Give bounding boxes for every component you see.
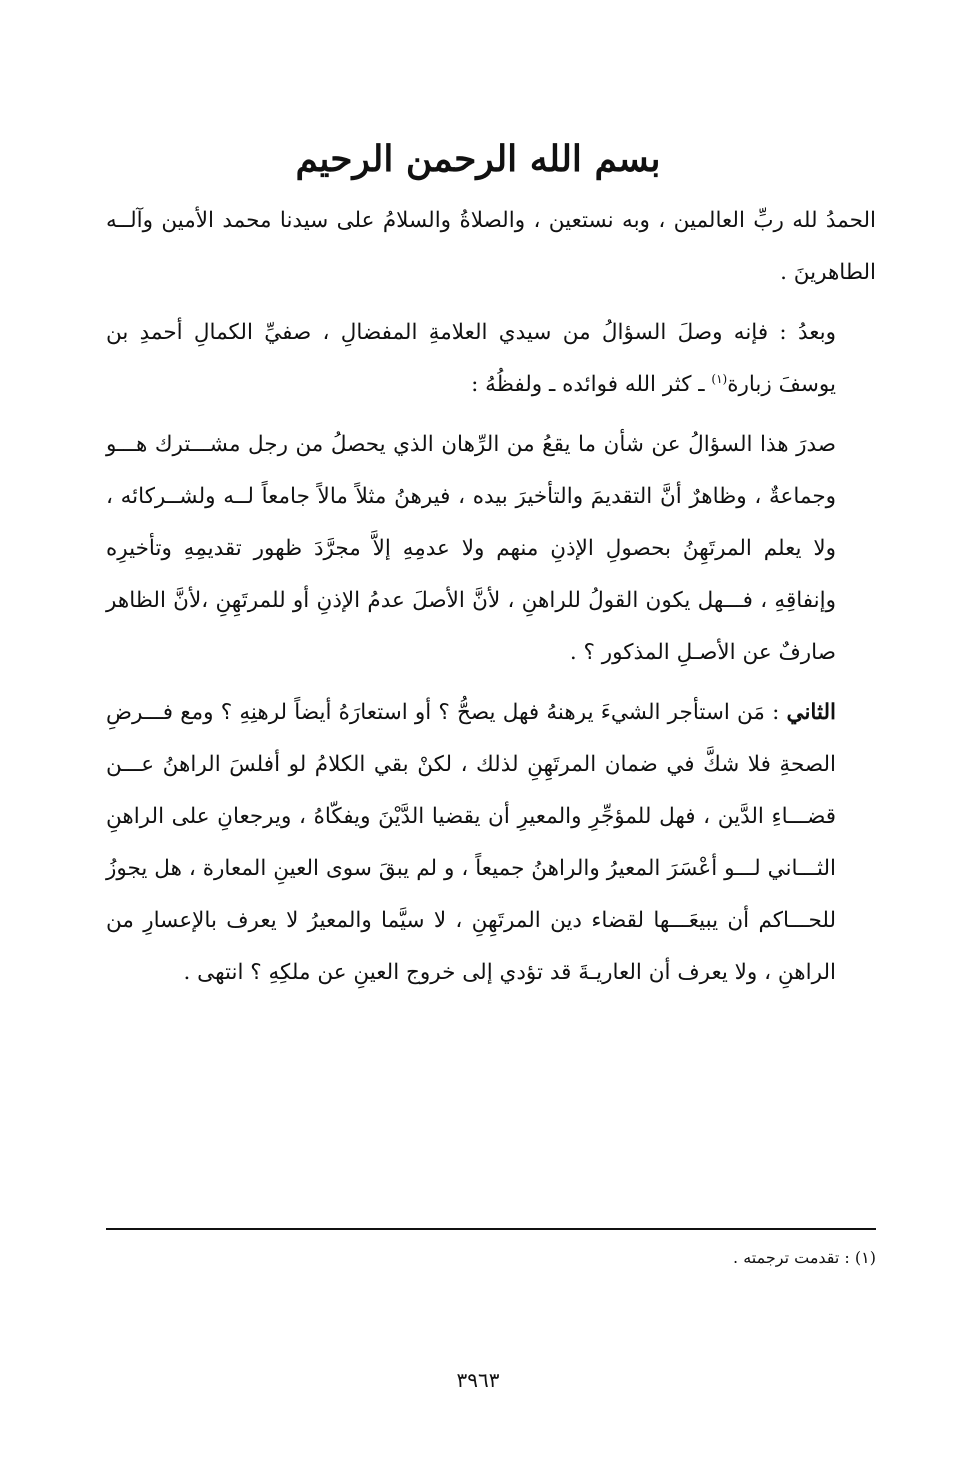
body-text xyxy=(106,195,876,999)
introduction-paragraph xyxy=(106,307,876,411)
first-question-paragraph: صدرَ هذا السؤالُ عن شأن ما يقعُ من الرِّهان الذي يحصلُ من رجل مشـــترك هـــو وجماعةٌ ، وظاهرٌ أنَّ التقديمَ والتأخيرَ بيده ، فيرهنُ مثلاً مالاً جامعاً لــه ولشــركائه ، ولا يعلم المرتَهِنُ بحصولِ الإذنِ منهم ولا عدمِهِ إلاَّ مجرَّدَ ظهور تقديمِهِ وتأخيرِه وإنفاقِهِ ، فـــهل يكون القولُ للراهنِ ، لأنَّ الأصلَ عدمُ الإذنِ أو للمرتَهِنِ ،لأنَّ الظاهر صارفٌ عن الأصـلِ المذكور ؟ . xyxy=(106,432,836,665)
introduction-text-continued: ـ كثر الله فوائده ـ ولفظُهُ : xyxy=(471,372,712,397)
opening-paragraph: الحمدُ لله ربِّ العالمين ، وبه نستعين ، والصلاةُ والسلامُ على سيدنا محمد الأمين وآلــه الطاهرينَ . xyxy=(106,208,876,285)
second-question-paragraph xyxy=(106,687,876,999)
footnote: (١) : تقدمت ترجمته . xyxy=(733,1248,876,1267)
second-question-lead: الثاني xyxy=(786,700,836,725)
footnote-reference: (١) xyxy=(711,371,728,386)
footnote-divider xyxy=(106,1228,876,1230)
introduction-text: وبعدُ : فإنه وصلَ السؤالُ من سيدي العلامةِ المفضالِ ، صفيِّ الكمالِ أحمدِ بن يوسفَ زبارة xyxy=(106,320,836,397)
page-number: ٣٩٦٣ xyxy=(456,1368,500,1392)
basmala-title: بسم الله الرحمن الرحيم xyxy=(295,138,661,180)
second-question-text: : مَن استأجر الشيءَ يرهنهُ فهل يصحُّ ؟ أو استعارَهُ أيضاً لرهنِهِ ؟ ومع فـــرضِ الصحةِ فلا شكَّ في ضمان المرتَهِنِ لذلك ، لكنْ بقي الكلامُ لو أفلسَ الراهنُ عـــن قضـــاءِ الدَّين ، فهل للمؤجِّرِ والمعيرِ أن يقضيا الدَّيْنَ ويفكّاهُ ، ويرجعانِ على الراهنِ الثـــاني لـــو أعْسَرَ المعيرُ والراهنُ جميعاً ، و لم يبقَ سوى العينِ المعارة ، هل يجوزُ للحـــاكم أن يبيعَـــها لقضاء دين المرتَهِنِ ، لا سيَّما والمعيرُ لا يعرف بالإعسارِ من الراهنِ ، ولا يعرف أن العاريـةَ قد تؤدي إلى خروج العينِ عن ملكِهِ ؟ انتهى . xyxy=(106,700,836,985)
